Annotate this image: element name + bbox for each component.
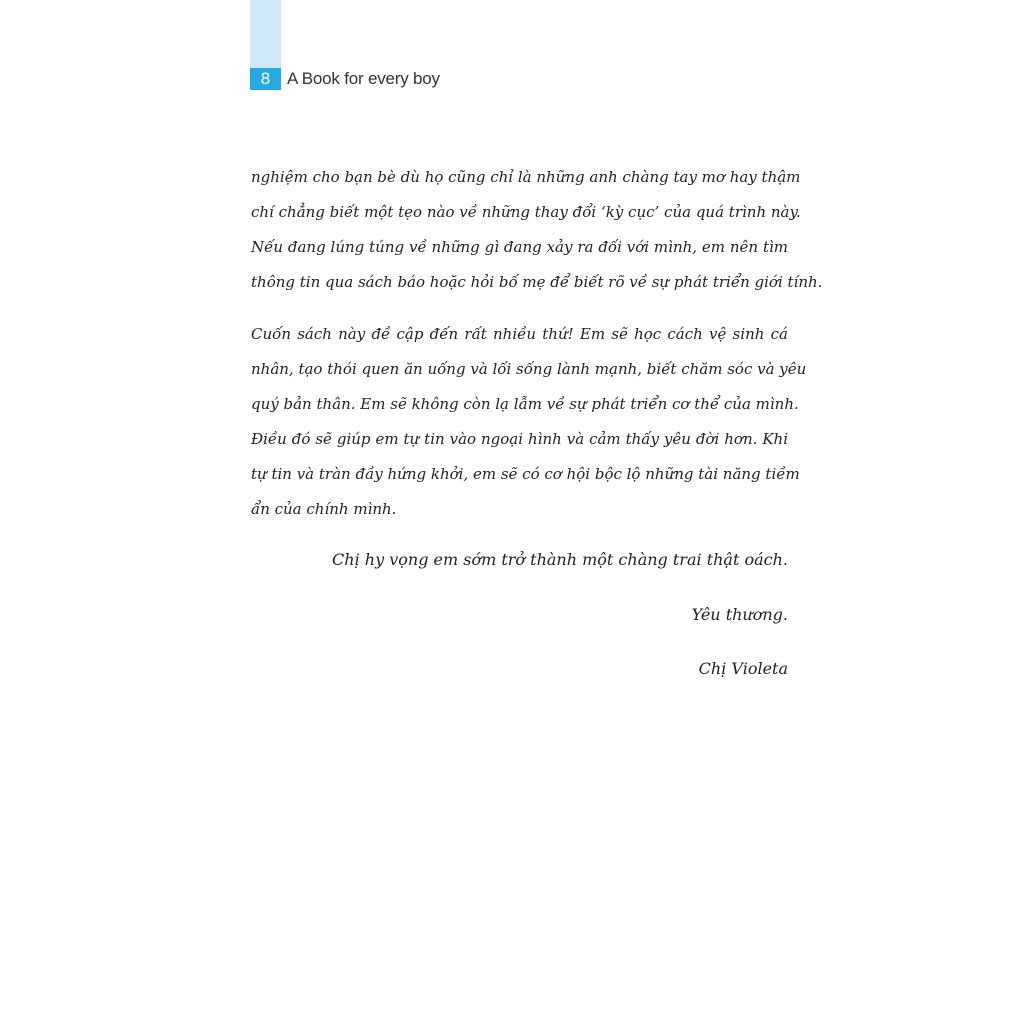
paragraph-line: thông tin qua sách báo hoặc hỏi bố mẹ để biết rõ về sự phát triển giới tính. (251, 273, 823, 291)
paragraph-line: Nếu đang lúng túng về những gì đang xảy ra đối với mình, em nên tìm (251, 238, 788, 256)
paragraph-line: Cuốn sách này đề cập đến rất nhiều thứ! Em sẽ học cách vệ sinh cá (251, 325, 788, 343)
paragraph-line: chí chẳng biết một tẹo nào về những thay đổi ‘kỳ cục’ của quá trình này. (251, 203, 801, 221)
paragraph-line: quý bản thân. Em sẽ không còn lạ lẫm về sự phát triển cơ thể của mình. (251, 395, 799, 413)
paragraph-line: ẩn của chính mình. (251, 500, 397, 518)
paragraph-line: nghiệm cho bạn bè dù họ cũng chỉ là những anh chàng tay mơ hay thậm (251, 168, 801, 186)
paragraph-line: tự tin và tràn đầy hứng khởi, em sẽ có cơ hội bộc lộ những tài năng tiềm (251, 465, 800, 483)
paragraph-line: nhân, tạo thói quen ăn uống và lối sống lành mạnh, biết chăm sóc và yêu (251, 360, 807, 378)
closing-love-line: Yêu thương. (691, 605, 788, 624)
page-tab-strip (250, 0, 281, 68)
running-title: A Book for every boy (287, 69, 440, 88)
page-number: 8 (250, 68, 281, 90)
closing-hope-line: Chị hy vọng em sớm trở thành một chàng trai thật oách. (332, 550, 788, 569)
paragraph-2 (251, 317, 807, 527)
signature: Chị Violeta (698, 659, 788, 678)
paragraph-1 (251, 160, 823, 300)
paragraph-line: Điều đó sẽ giúp em tự tin vào ngoại hình và cảm thấy yêu đời hơn. Khi (251, 430, 788, 448)
